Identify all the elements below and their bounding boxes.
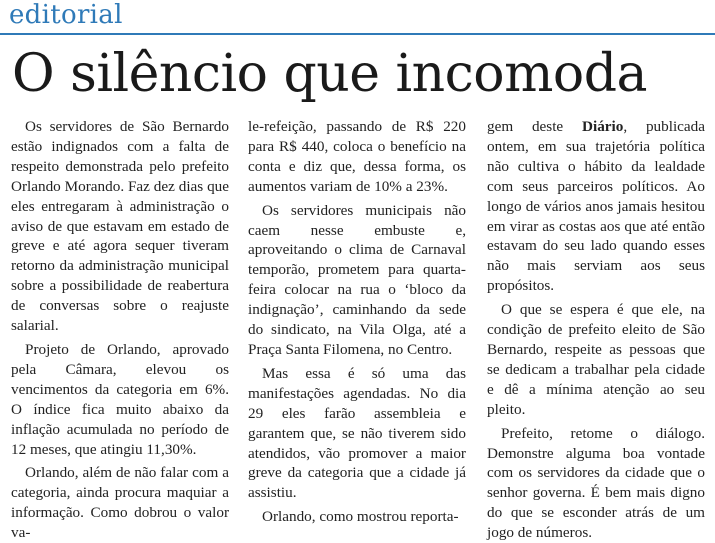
paragraph: Os servidores de São Bernardo estão indignados com a falta de respeito demonstrada pelo prefeito Orlando Morando. Faz dez dias que eles entregaram à administração o aviso de que estavam em estado de greve e até agora sequer tiveram retorno da administração municipal sobre a possibilidade de reabertura de conversas sobre o reajuste salarial.	[11, 118, 229, 335]
article-column-2	[248, 117, 466, 526]
paragraph	[487, 117, 705, 296]
section-label: editorial	[9, 0, 123, 30]
paragraph: Orlando, como mostrou reporta-	[262, 508, 459, 526]
paragraph: Mas essa é só uma das manifestações agendadas. No dia 29 eles farão assembleia e garantem que, se não tiverem sido atendidos, vão promover a maior greve da categoria que a cidade já assistiu.	[248, 364, 466, 502]
paragraph: O que se espera é que ele, na condição de prefeito eleito de São Bernardo, respeite as pessoas que se dedicam a trabalhar pela cidade e dê a mínima atenção ao seu pleito.	[487, 301, 705, 418]
paragraph: Prefeito, retome o diálogo. Demonstre alguma boa vontade com os servidores da cidade que o senhor governa. É bem mais digno do que se esconder atrás de um jogo de números.	[487, 424, 705, 542]
paragraph: Os servidores municipais não caem nesse embuste e, aproveitando o clima de Carnaval temporão, prometem para quarta-feira colocar na rua o ‘bloco da indignação’, caminhando da sede do sindicato, na Vila Olga, até a Praça Santa Filomena, no Centro.	[248, 201, 466, 358]
paragraph: Orlando, além de não falar com a categoria, ainda procura maquiar a informação. Como dobrou o valor va-	[11, 464, 229, 542]
paragraph: le-refeição, passando de R$ 220 para R$ 440, coloca o benefício na conta e diz que, dessa forma, os aumentos variam de 10% a 23%.	[248, 118, 466, 195]
paragraph-text: , publicada ontem, em sua trajetória política não cultiva o hábito da lealdade com seus parceiros políticos. Ao longo de vários anos jamais hesitou em virar as costas aos que até então estavam do seu lado quando esses não mais serviam aos seus propósitos.	[487, 118, 705, 295]
article-column-3	[487, 117, 705, 542]
headline: O silêncio que incomoda	[12, 44, 647, 104]
article-column-1	[11, 117, 229, 542]
paragraph-text: gem deste	[487, 118, 582, 135]
newspaper-name: Diário	[582, 118, 624, 135]
paragraph: Projeto de Orlando, aprovado pela Câmara, elevou os vencimentos da categoria em 6%. O índice fica muito abaixo da inflação acumulada no período de 12 meses, que atingiu 11,30%.	[11, 340, 229, 458]
section-divider	[0, 33, 715, 35]
